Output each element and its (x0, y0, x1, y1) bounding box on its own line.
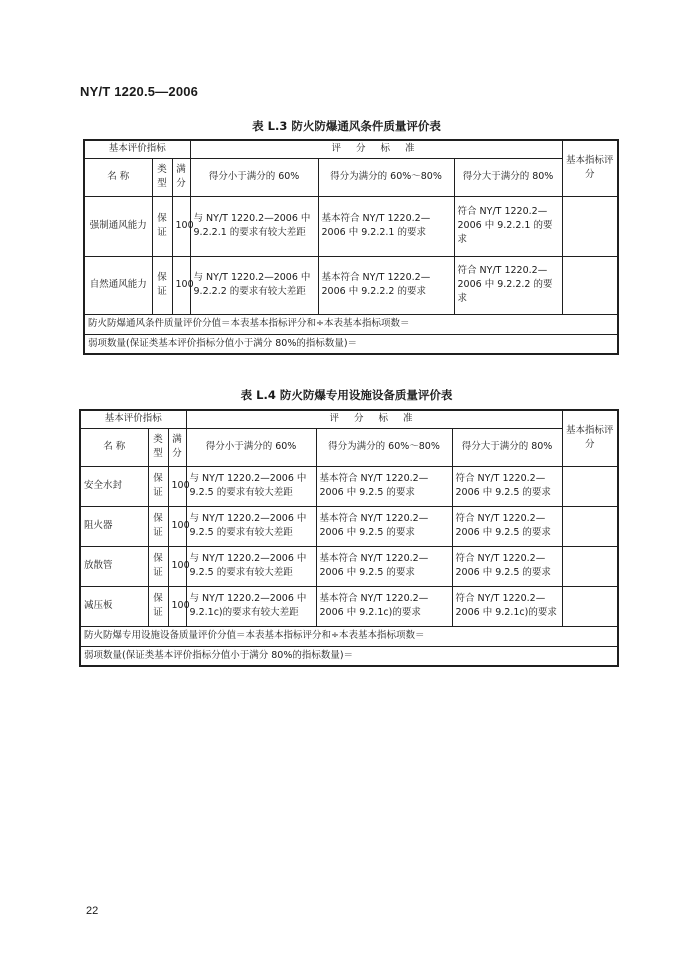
row-full: 100 (168, 546, 186, 586)
row-low: 与 NY/T 1220.2—2006 中 9.2.2.2 的要求有较大差距 (190, 256, 318, 314)
standard-code: NY/T 1220.5—2006 (80, 84, 199, 99)
row-low: 与 NY/T 1220.2—2006 中 9.2.1c)的要求有较大差距 (186, 586, 316, 626)
row-type: 保 证 (148, 466, 168, 506)
basic-indicator-header: 基本评价指标 (84, 140, 190, 158)
table-row (80, 586, 618, 626)
row-type: 保 证 (148, 586, 168, 626)
table-row (84, 196, 618, 256)
row-full: 100 (168, 466, 186, 506)
row-full: 100 (172, 196, 190, 256)
col-full-header: 满 分 (168, 428, 186, 466)
row-full: 100 (168, 586, 186, 626)
col-name-header: 名 称 (80, 428, 148, 466)
row-mid: 基本符合 NY/T 1220.2—2006 中 9.2.2.2 的要求 (318, 256, 454, 314)
table-row (80, 466, 618, 506)
score-header: 基本指标评分 (562, 140, 618, 196)
row-score (562, 506, 618, 546)
row-mid: 基本符合 NY/T 1220.2—2006 中 9.2.5 的要求 (316, 466, 452, 506)
row-type: 保 证 (148, 546, 168, 586)
row-name: 阻火器 (80, 506, 148, 546)
table-l3 (83, 139, 619, 355)
row-mid: 基本符合 NY/T 1220.2—2006 中 9.2.5 的要求 (316, 506, 452, 546)
table-footer-formula: 防火防爆通风条件质量评价分值＝本表基本指标评分和÷本表基本指标项数＝ (84, 314, 618, 334)
row-score (562, 546, 618, 586)
row-type: 保 证 (152, 256, 172, 314)
col-name-header: 名 称 (84, 158, 152, 196)
col-high-header: 得分大于满分的 80% (454, 158, 562, 196)
row-name: 放散管 (80, 546, 148, 586)
col-mid-header: 得分为满分的 60%～80% (316, 428, 452, 466)
row-mid: 基本符合 NY/T 1220.2—2006 中 9.2.2.1 的要求 (318, 196, 454, 256)
row-high: 符合 NY/T 1220.2—2006 中 9.2.2.2 的要求 (454, 256, 562, 314)
row-name: 自然通风能力 (84, 256, 152, 314)
table-l4-title: 表 L.4 防火防爆专用设施设备质量评价表 (240, 388, 453, 402)
row-name: 减压板 (80, 586, 148, 626)
table-footer-formula: 防火防爆专用设施设备质量评价分值＝本表基本指标评分和÷本表基本指标项数＝ (80, 626, 618, 646)
row-score (562, 196, 618, 256)
criteria-header: 评 分 标 准 (190, 140, 562, 158)
row-score (562, 466, 618, 506)
table-l3-title: 表 L.3 防火防爆通风条件质量评价表 (252, 119, 441, 133)
row-low: 与 NY/T 1220.2—2006 中 9.2.2.1 的要求有较大差距 (190, 196, 318, 256)
row-high: 符合 NY/T 1220.2—2006 中 9.2.5 的要求 (452, 466, 562, 506)
row-score (562, 586, 618, 626)
row-low: 与 NY/T 1220.2—2006 中 9.2.5 的要求有较大差距 (186, 546, 316, 586)
score-header: 基本指标评分 (562, 410, 618, 466)
row-score (562, 256, 618, 314)
row-name: 强制通风能力 (84, 196, 152, 256)
col-type-header: 类 型 (148, 428, 168, 466)
table-row (80, 546, 618, 586)
row-name: 安全水封 (80, 466, 148, 506)
col-low-header: 得分小于满分的 60% (190, 158, 318, 196)
col-full-header: 满 分 (172, 158, 190, 196)
page-number: 22 (86, 905, 99, 917)
row-high: 符合 NY/T 1220.2—2006 中 9.2.1c)的要求 (452, 586, 562, 626)
row-full: 100 (172, 256, 190, 314)
row-mid: 基本符合 NY/T 1220.2—2006 中 9.2.5 的要求 (316, 546, 452, 586)
basic-indicator-header: 基本评价指标 (80, 410, 186, 428)
row-high: 符合 NY/T 1220.2—2006 中 9.2.5 的要求 (452, 546, 562, 586)
table-row (80, 506, 618, 546)
table-footer-weak-count: 弱项数量(保证类基本评价指标分值小于满分 80%的指标数量)＝ (80, 646, 618, 666)
row-low: 与 NY/T 1220.2—2006 中 9.2.5 的要求有较大差距 (186, 466, 316, 506)
row-full: 100 (168, 506, 186, 546)
criteria-header: 评 分 标 准 (186, 410, 562, 428)
col-mid-header: 得分为满分的 60%～80% (318, 158, 454, 196)
row-high: 符合 NY/T 1220.2—2006 中 9.2.5 的要求 (452, 506, 562, 546)
col-type-header: 类 型 (152, 158, 172, 196)
table-footer-weak-count: 弱项数量(保证类基本评价指标分值小于满分 80%的指标数量)＝ (84, 334, 618, 354)
row-mid: 基本符合 NY/T 1220.2—2006 中 9.2.1c)的要求 (316, 586, 452, 626)
row-high: 符合 NY/T 1220.2—2006 中 9.2.2.1 的要求 (454, 196, 562, 256)
col-low-header: 得分小于满分的 60% (186, 428, 316, 466)
table-row (84, 256, 618, 314)
row-type: 保 证 (152, 196, 172, 256)
table-l4 (79, 409, 619, 667)
row-type: 保 证 (148, 506, 168, 546)
row-low: 与 NY/T 1220.2—2006 中 9.2.5 的要求有较大差距 (186, 506, 316, 546)
col-high-header: 得分大于满分的 80% (452, 428, 562, 466)
